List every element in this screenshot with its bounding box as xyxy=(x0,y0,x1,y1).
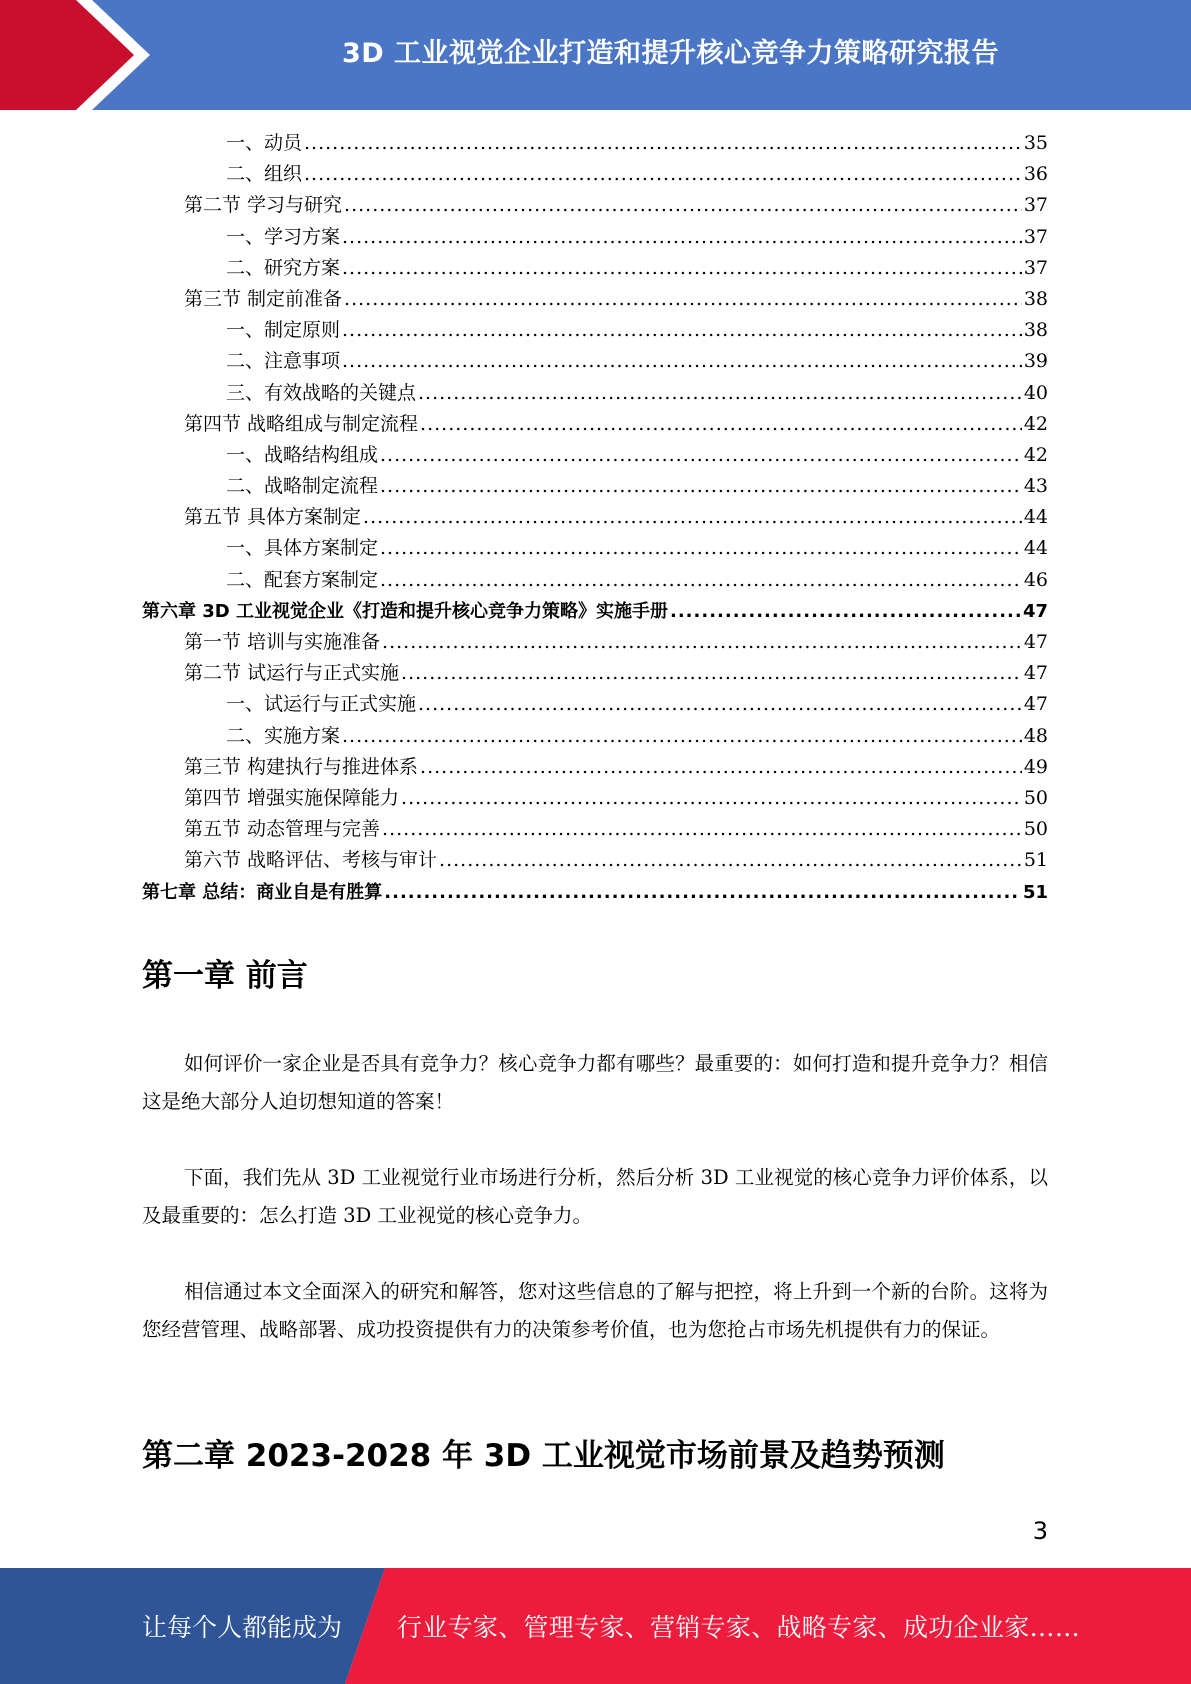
toc-page-number: 47 xyxy=(1023,662,1048,685)
toc-page-number: 37 xyxy=(1023,256,1048,279)
toc-chapter-entry[interactable] xyxy=(142,877,1048,908)
footer-slogan-right: 行业专家、管理专家、营销专家、战略专家、成功企业家…… xyxy=(397,1613,1081,1642)
footer-slogan-left: 让每个人都能成为 xyxy=(142,1613,343,1642)
toc-leader-dots xyxy=(342,222,1022,253)
header-title: 3D 工业视觉企业打造和提升核心竞争力策略研究报告 xyxy=(341,37,1000,69)
toc-leader-dots xyxy=(304,128,1022,159)
toc-entry-title: 二、战略制定流程 xyxy=(226,475,379,498)
chapter-1-heading: 第一章 前言 xyxy=(142,958,308,994)
toc-entry-title: 第四节 增强实施保障能力 xyxy=(184,786,400,809)
toc-page-number: 39 xyxy=(1023,350,1048,373)
toc-leader-dots xyxy=(380,565,1022,596)
toc-section-entry[interactable] xyxy=(142,752,1048,783)
toc-subsection-entry[interactable] xyxy=(142,159,1048,190)
toc-entry-title: 一、试运行与正式实施 xyxy=(226,693,417,716)
toc-leader-dots xyxy=(418,378,1022,409)
toc-page-number: 44 xyxy=(1023,537,1048,560)
toc-page-number: 44 xyxy=(1023,506,1048,529)
page-number: 3 xyxy=(1032,1517,1048,1545)
toc-chapter-entry[interactable] xyxy=(142,596,1048,627)
toc-page-number: 40 xyxy=(1023,381,1048,404)
toc-subsection-entry[interactable] xyxy=(142,565,1048,596)
toc-leader-dots xyxy=(363,502,1022,533)
toc-leader-dots xyxy=(342,315,1022,346)
toc-section-entry[interactable] xyxy=(142,658,1048,689)
toc-subsection-entry[interactable] xyxy=(142,315,1048,346)
toc-page-number: 37 xyxy=(1023,225,1048,248)
toc-leader-dots xyxy=(344,284,1022,315)
toc-subsection-entry[interactable] xyxy=(142,721,1048,752)
toc-page-number: 50 xyxy=(1023,786,1048,809)
toc-leader-dots xyxy=(439,845,1022,876)
toc-leader-dots xyxy=(418,689,1022,720)
toc-leader-dots xyxy=(342,721,1022,752)
toc-entry-title: 一、学习方案 xyxy=(226,225,341,248)
toc-subsection-entry[interactable] xyxy=(142,346,1048,377)
toc-page-number: 38 xyxy=(1023,319,1048,342)
toc-subsection-entry[interactable] xyxy=(142,471,1048,502)
toc-leader-dots xyxy=(342,346,1022,377)
toc-subsection-entry[interactable] xyxy=(142,222,1048,253)
toc-entry-title: 一、动员 xyxy=(226,132,303,154)
toc-page-number: 42 xyxy=(1023,443,1048,466)
page-footer xyxy=(0,1568,1191,1684)
toc-entry-title: 第二节 学习与研究 xyxy=(184,194,343,217)
toc-entry-title: 二、注意事项 xyxy=(226,350,341,373)
toc-leader-dots xyxy=(380,440,1022,471)
toc-page-number: 47 xyxy=(1023,693,1048,716)
toc-leader-dots xyxy=(670,596,1021,627)
toc-section-entry[interactable] xyxy=(142,284,1048,315)
toc-section-entry[interactable] xyxy=(142,783,1048,814)
toc-subsection-entry[interactable] xyxy=(142,533,1048,564)
toc-subsection-entry[interactable] xyxy=(142,689,1048,720)
toc-page-number: 51 xyxy=(1023,849,1048,872)
toc-entry-title: 第七章 总结：商业自是有胜算 xyxy=(142,881,383,903)
toc-entry-title: 第二节 试运行与正式实施 xyxy=(184,662,400,685)
toc-entry-title: 第三节 制定前准备 xyxy=(184,287,343,310)
toc-entry-title: 二、实施方案 xyxy=(226,724,341,747)
toc-entry-title: 一、制定原则 xyxy=(226,319,341,342)
toc-entry-title: 二、研究方案 xyxy=(226,256,341,279)
toc-entry-title: 二、组织 xyxy=(226,163,303,186)
toc-entry-title: 一、具体方案制定 xyxy=(226,537,379,560)
toc-leader-dots xyxy=(420,409,1022,440)
toc-leader-dots xyxy=(401,658,1022,689)
toc-page-number: 37 xyxy=(1023,194,1048,217)
toc-page-number: 48 xyxy=(1023,724,1048,747)
toc-entry-title: 第六节 战略评估、考核与审计 xyxy=(184,849,438,872)
toc-page-number: 46 xyxy=(1023,568,1048,591)
toc-page-number: 36 xyxy=(1023,163,1048,186)
toc-entry-title: 第五节 具体方案制定 xyxy=(184,506,362,529)
toc-page-number: 47 xyxy=(1023,631,1048,653)
toc-leader-dots xyxy=(401,783,1022,814)
toc-leader-dots xyxy=(342,253,1022,284)
toc-leader-dots xyxy=(384,877,1021,908)
toc-leader-dots xyxy=(382,627,1022,658)
toc-entry-title: 第三节 构建执行与推进体系 xyxy=(184,755,419,778)
toc-subsection-entry[interactable] xyxy=(142,128,1048,159)
chapter-1-paragraph: 如何评价一家企业是否具有竞争力？核心竞争力都有哪些？最重要的：如何打造和提升竞争力？相信这是绝大部分人迫切想知道的答案！ xyxy=(142,1052,1048,1113)
toc-page-number: 38 xyxy=(1023,287,1048,310)
toc-entry-title: 一、战略结构组成 xyxy=(226,443,379,466)
toc-entry-title: 二、配套方案制定 xyxy=(226,568,379,591)
toc-page-number: 49 xyxy=(1023,755,1048,778)
toc-subsection-entry[interactable] xyxy=(142,253,1048,284)
toc-subsection-entry[interactable] xyxy=(142,440,1048,471)
toc-page-number: 47 xyxy=(1022,600,1048,622)
toc-page-number: 51 xyxy=(1022,881,1048,903)
toc-section-entry[interactable] xyxy=(142,845,1048,876)
toc-section-entry[interactable] xyxy=(142,190,1048,221)
toc-page-number: 43 xyxy=(1023,475,1048,498)
toc-entry-title: 第一节 培训与实施准备 xyxy=(184,631,381,653)
toc-page-number: 42 xyxy=(1023,412,1048,435)
toc-section-entry[interactable] xyxy=(142,409,1048,440)
toc-section-entry[interactable] xyxy=(142,814,1048,845)
toc-entry-title: 第五节 动态管理与完善 xyxy=(184,818,381,841)
toc-leader-dots xyxy=(380,533,1022,564)
toc-entry-title: 三、有效战略的关键点 xyxy=(226,381,417,404)
toc-page-number: 50 xyxy=(1023,818,1048,841)
toc-subsection-entry[interactable] xyxy=(142,378,1048,409)
toc-section-entry[interactable] xyxy=(142,502,1048,533)
chapter-2-heading: 第二章 2023-2028 年 3D 工业视觉市场前景及趋势预测 xyxy=(142,1438,945,1474)
toc-page-number: 35 xyxy=(1023,132,1048,154)
chapter-1-paragraph: 相信通过本文全面深入的研究和解答，您对这些信息的了解与把控，将上升到一个新的台阶。这将为您经营管理、战略部署、成功投资提供有力的决策参考价值，也为您抢占市场先机提供有力的保证。 xyxy=(142,1280,1048,1341)
table-of-contents xyxy=(142,128,1048,908)
toc-section-entry[interactable] xyxy=(142,627,1048,658)
page-header xyxy=(0,0,1191,110)
chapter-1-paragraph: 下面，我们先从 3D 工业视觉行业市场进行分析，然后分析 3D 工业视觉的核心竞争力评价体系，以及最重要的：怎么打造 3D 工业视觉的核心竞争力。 xyxy=(142,1166,1048,1227)
toc-leader-dots xyxy=(420,752,1022,783)
toc-leader-dots xyxy=(344,190,1022,221)
toc-leader-dots xyxy=(304,159,1022,190)
toc-leader-dots xyxy=(380,471,1022,502)
toc-entry-title: 第四节 战略组成与制定流程 xyxy=(184,412,419,435)
toc-entry-title: 第六章 3D 工业视觉企业《打造和提升核心竞争力策略》实施手册 xyxy=(142,600,668,622)
toc-leader-dots xyxy=(382,814,1022,845)
